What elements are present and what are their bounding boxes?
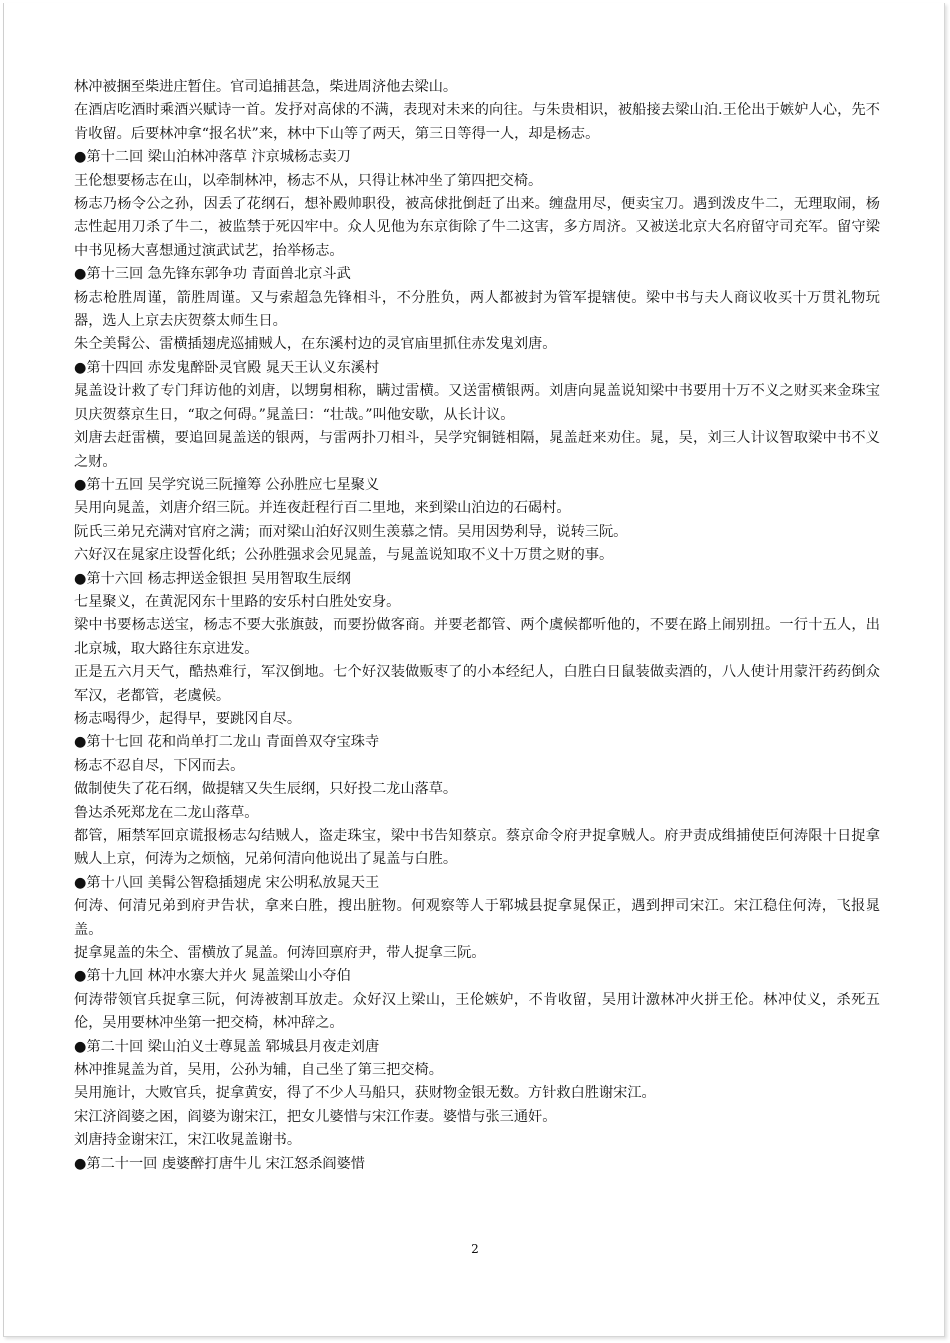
body-paragraph: 朱仝美髯公、雷横插翅虎巡捕贼人，在东溪村边的灵官庙里抓住赤发鬼刘唐。 (74, 336, 557, 353)
body-paragraph: 杨志不忍自尽，下冈而去。 (74, 757, 245, 774)
document-body (74, 76, 880, 1176)
body-paragraph: 正是五六月天气，酷热难行，军汉倒地。七个好汉装做贩枣了的小本经纪人，白胜白日鼠装做卖酒的，八人使计用蒙汗药药倒众军汉，老都管，老虞候。 (74, 664, 880, 704)
body-paragraph: 吴用施计，大败官兵，捉拿黄安，得了不少人马船只，获财物金银无数。方针救白胜谢宋江。 (74, 1085, 656, 1102)
body-paragraph: 鲁达杀死郑龙在二龙山落草。 (74, 804, 259, 821)
chapter-heading: ●第十八回 美髯公智稳插翅虎 宋公明私放晁天王 (74, 874, 380, 891)
chapter-heading: ●第十四回 赤发鬼醉卧灵官殿 晁天王认义东溪村 (74, 359, 380, 376)
body-paragraph: 刘唐持金谢宋江，宋江收晁盖谢书。 (74, 1132, 302, 1149)
body-paragraph: 王伦想要杨志在山，以牵制林冲，杨志不从，只得让林冲坐了第四把交椅。 (74, 172, 543, 189)
chapter-heading: ●第十五回 吴学究说三阮撞筹 公孙胜应七星聚义 (74, 476, 380, 493)
body-paragraph: 何涛、何清兄弟到府尹告状，拿来白胜，搜出脏物。何观察等人于郓城县捉拿晁保正，遇到押司宋江。宋江稳住何涛，飞报晁盖。 (74, 898, 880, 938)
body-paragraph: 杨志枪胜周谨，箭胜周谨。又与索超急先锋相斗，不分胜负，两人都被封为管军提辖使。梁中书与夫人商议收买十万贯礼物玩器，选人上京去庆贺蔡太师生日。 (74, 289, 880, 330)
body-paragraph: 林冲推晁盖为首，吴用，公孙为辅，自己坐了第三把交椅。 (74, 1062, 443, 1079)
chapter-heading: ●第十七回 花和尚单打二龙山 青面兽双夺宝珠寺 (74, 734, 380, 751)
chapter-heading: ●第十六回 杨志押送金银担 吴用智取生辰纲 (74, 570, 351, 587)
page-number: 2 (471, 1242, 479, 1256)
chapter-heading: ●第十三回 急先锋东郭争功 青面兽北京斗武 (74, 266, 351, 283)
chapter-heading: ●第十九回 林冲水寨大并火 晁盖梁山小夺伯 (74, 968, 351, 985)
body-paragraph: 林冲被捆至柴进庄暂住。官司追捕甚急，柴进周济他去梁山。 (74, 79, 458, 95)
body-paragraph: 刘唐去赶雷横，要追回晁盖送的银两，与雷两扑刀相斗，吴学究铜链相隔，晁盖赶来劝住。晁，吴，刘三人计议智取梁中书不义之财。 (74, 430, 880, 470)
chapter-heading: ●第二十一回 虔婆醉打唐牛儿 宋江怒杀阎婆惜 (74, 1155, 365, 1172)
body-paragraph: 七星聚义，在黄泥冈东十里路的安乐村白胜处安身。 (74, 593, 401, 610)
body-paragraph: 梁中书要杨志送宝，杨志不要大张旗鼓，而要扮做客商。并要老都管、两个虞候都听他的，不要在路上闹别扭。一行十五人，出北京城，取大路往东京进发。 (74, 617, 880, 657)
body-paragraph: 晁盖设计救了专门拜访他的刘唐，以甥舅相称，瞒过雷横。又送雷横银两。刘唐向晁盖说知梁中书要用十万不义之财买来金珠宝贝庆贺蔡京生日，“取之何碍。”晁盖曰：“壮哉。”叫他安歇，从长计议。 (74, 383, 880, 423)
body-paragraph: 六好汉在晁家庄设誓化纸；公孙胜强求会见晁盖，与晁盖说知取不义十万贯之财的事。 (74, 547, 614, 564)
body-paragraph: 吴用向晁盖，刘唐介绍三阮。并连夜赶程行百二里地，来到梁山泊边的石碣村。 (74, 500, 571, 517)
body-paragraph: 何涛带领官兵捉拿三阮，何涛被割耳放走。众好汉上梁山，王伦嫉妒，不肯收留，吴用计激林冲火拼王伦。林冲仗义，杀死五伦，吴用要林冲坐第一把交椅，林冲辞之。 (74, 991, 880, 1032)
body-paragraph: 都管，厢禁军回京谎报杨志勾结贼人，盗走珠宝，梁中书告知蔡京。蔡京命令府尹捉拿贼人。府尹责成缉捕使臣何涛限十日捉拿贼人上京，何涛为之烦恼，兄弟何清向他说出了晁盖与白胜。 (74, 828, 880, 868)
body-paragraph: 杨志喝得少，起得早，要跳冈自尽。 (74, 710, 302, 727)
body-paragraph: 捉拿晁盖的朱仝、雷横放了晁盖。何涛回禀府尹，带人捉拿三阮。 (74, 945, 486, 962)
body-paragraph: 杨志乃杨令公之孙，因丢了花纲石，想补殿帅职役，被高俅批倒赶了出来。缠盘用尽，便卖宝刀。遇到泼皮牛二，无理取闹，杨志性起用刀杀了牛二，被监禁于死囚牢中。众人见他为东京街除了牛二这害，多方周济。又被送北京大名府留守司充军。留守梁中书见杨大喜想通过演武试艺，抬举杨志。 (74, 196, 880, 259)
chapter-heading: ●第十二回 梁山泊林冲落草 汴京城杨志卖刀 (74, 149, 351, 166)
body-paragraph: 做制使失了花石纲，做提辖又失生辰纲，只好投二龙山落草。 (74, 781, 458, 798)
body-paragraph: 在酒店吃酒时乘酒兴赋诗一首。发抒对高俅的不满，表现对未来的向往。与朱贵相识，被船接去梁山泊.王伦出于嫉妒人心，先不肯收留。后要林冲拿“报名状”来，林中下山等了两天，第三日等得一人，却是杨志。 (74, 102, 880, 142)
body-paragraph: 宋江济阎婆之困，阎婆为谢宋江，把女儿婆惜与宋江作妻。婆惜与张三通奸。 (74, 1108, 557, 1125)
body-paragraph: 阮氏三弟兄充满对官府之满；而对梁山泊好汉则生羡慕之情。吴用因势利导，说转三阮。 (74, 523, 628, 540)
chapter-heading: ●第二十回 梁山泊义士尊晁盖 郓城县月夜走刘唐 (74, 1038, 380, 1055)
